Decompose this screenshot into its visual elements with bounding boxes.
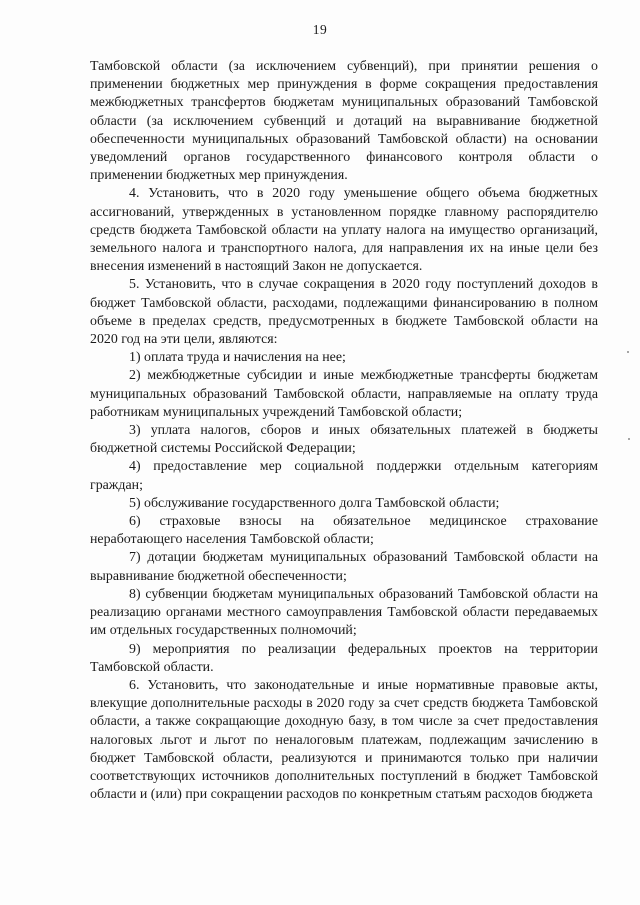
- list-item-5-2: 2) межбюджетные субсидии и иные межбюджетные трансферты бюджетам муниципальных образований Тамбовской области, направляемые на оплату труда работникам муниципальных учреждений Тамбовской области;: [90, 368, 598, 420]
- list-item-5-4: 4) предоставление мер социальной поддержки отдельным категориям граждан;: [90, 459, 598, 493]
- list-item-5-3: 3) уплата налогов, сборов и иных обязательных платежей в бюджеты бюджетной системы Российской Федерации;: [90, 423, 598, 457]
- list-item-5-1: 1) оплата труда и начисления на нее;: [129, 350, 346, 366]
- paragraph-item-4: 4. Установить, что в 2020 году уменьшение общего объема бюджетных ассигнований, утвержденных в установленном порядке главному распорядителю средств бюджета Тамбовской области на уплату налога на имущество организаций, земельного налога и транспортного налога, для направления их на иные цели без внесения изменений в настоящий Закон не допускается.: [90, 186, 598, 275]
- scan-speck: [628, 438, 630, 440]
- document-body: [90, 58, 598, 804]
- list-item-5-9: 9) мероприятия по реализации федеральных проектов на территории Тамбовской области.: [90, 641, 598, 675]
- list-item-5-5: 5) обслуживание государственного долга Тамбовской области;: [129, 495, 500, 511]
- list-item-5-8: 8) субвенции бюджетам муниципальных образований Тамбовской области на реализацию органами местного самоуправления Тамбовской области передаваемых им отдельных государственных полномочий;: [90, 586, 598, 639]
- page-number: 19: [312, 22, 328, 37]
- paragraph-item-6: 6. Установить, что законодательные и иные нормативные правовые акты, влекущие дополнительные расходы в 2020 году за счет средств бюджета Тамбовской области, а также сокращающие доходную базу, в том числе за счет предоставления налоговых льгот и льгот по неналоговым платежам, подлежащим зачислению в бюджет Тамбовской области, реализуются и принимаются только при наличии соответствующих источников дополнительных поступлений в бюджет Тамбовской области и (или) при сокращении расходов по конкретным статьям расходов бюджета: [90, 677, 598, 803]
- paragraph-item-5: 5. Установить, что в случае сокращения в 2020 году поступлений доходов в бюджет Тамбовской области, расходами, подлежащими финансированию в полном объеме в пределах средств, предусмотренных в бюджете Тамбовской области на 2020 год на эти цели, являются:: [90, 277, 598, 348]
- list-item-5-7: 7) дотации бюджетам муниципальных образований Тамбовской области на выравнивание бюджетной обеспеченности;: [90, 550, 598, 584]
- scan-speck: [627, 351, 629, 353]
- paragraph-continuation: Тамбовской области (за исключением субвенций), при принятии решения о применении бюджетных мер принуждения в форме сокращения предоставления межбюджетных трансфертов бюджетам муниципальных образований Тамбовской области (за исключением субвенций и дотаций на выравнивание бюджетной обеспеченности муниципальных образований Тамбовской области) на основании уведомлений органов государственного финансового контроля области о применении бюджетных мер принуждения.: [90, 59, 598, 184]
- list-item-5-6: 6) страховые взносы на обязательное медицинское страхование неработающего населения Тамбовской области;: [90, 514, 598, 548]
